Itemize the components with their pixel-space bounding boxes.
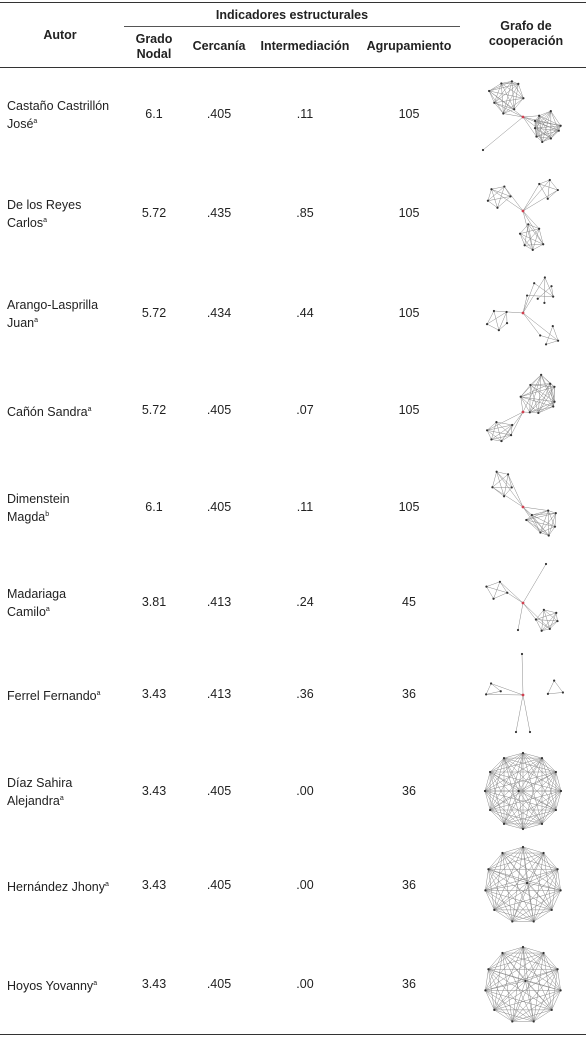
graph-edge — [536, 620, 558, 622]
graph-node — [517, 83, 519, 85]
graph-node — [547, 693, 549, 695]
author-name: Arango-Lasprilla Juan$^a$ — [7, 298, 99, 330]
graph-node — [510, 434, 512, 436]
graph-edge — [491, 189, 497, 208]
graph-node — [553, 401, 555, 403]
graph-edge — [522, 654, 523, 695]
graph-edge — [494, 990, 560, 1009]
cell-grado: 3.81 — [141, 595, 167, 609]
cell-intermediacion: .44 — [296, 306, 314, 320]
cooperation-graph — [478, 650, 568, 740]
graph-edge — [523, 190, 558, 211]
graph-node — [490, 188, 492, 190]
graph-node — [551, 909, 553, 911]
cell-agrupamiento: 105 — [398, 107, 420, 121]
graph-node — [556, 868, 558, 870]
graph-edge — [523, 375, 541, 412]
graph-node — [525, 519, 527, 521]
cell-grado: 5.72 — [141, 403, 167, 417]
graph-node — [556, 968, 558, 970]
graph-edge — [494, 853, 543, 910]
graph-node — [484, 989, 486, 991]
cell-intermediacion: .00 — [296, 977, 314, 991]
graph-edge — [530, 385, 531, 412]
graph-node — [541, 757, 543, 759]
col-header-intermediacion: Intermediación — [260, 39, 350, 53]
graph-node — [519, 233, 521, 235]
graph-edge — [483, 117, 523, 150]
graph-node — [550, 137, 552, 139]
graph-edge — [527, 869, 558, 883]
graph-node — [534, 120, 536, 122]
col-header-grafo: Grafo de cooperación — [488, 19, 564, 48]
graph-node — [541, 630, 543, 632]
graph-node — [533, 1020, 535, 1022]
header-bottom-rule — [0, 67, 586, 68]
graph-edge — [486, 582, 499, 587]
graph-node — [547, 198, 549, 200]
graph-edge — [523, 117, 536, 137]
graph-edge — [487, 412, 523, 430]
graph-node — [515, 731, 517, 733]
graph-node — [501, 952, 503, 954]
graph-node — [550, 110, 552, 112]
cooperation-graph — [478, 558, 568, 648]
graph-edge — [518, 84, 523, 98]
graph-edge — [494, 311, 499, 330]
author-name: Cañón Sandra$^a$ — [7, 405, 92, 419]
cell-cercania: .435 — [206, 206, 232, 220]
graph-node — [499, 581, 501, 583]
graph-edge — [548, 511, 549, 536]
graph-node — [513, 108, 515, 110]
graph-node — [533, 282, 535, 284]
graph-node — [522, 97, 524, 99]
graph-node — [524, 980, 526, 982]
graph-node — [557, 189, 559, 191]
graph-edge — [523, 695, 530, 732]
cooperation-graph — [478, 462, 568, 552]
graph-node — [543, 609, 545, 611]
graph-node — [562, 691, 564, 693]
graph-edge — [523, 603, 536, 620]
graph-node — [506, 592, 508, 594]
graph-edge — [494, 311, 523, 313]
graph-node — [501, 852, 503, 854]
cell-agrupamiento: 105 — [398, 306, 420, 320]
graph-node — [518, 790, 520, 792]
graph-edge — [525, 244, 544, 245]
graph-node — [543, 302, 545, 304]
graph-node — [496, 207, 498, 209]
graph-node — [524, 244, 526, 246]
cell-cercania: .405 — [206, 500, 232, 514]
cell-grado: 3.43 — [141, 878, 167, 892]
graph-node — [489, 771, 491, 773]
graph-node — [507, 473, 509, 475]
graph-node — [487, 200, 489, 202]
graph-node — [485, 586, 487, 588]
graph-edge — [500, 582, 523, 603]
affiliation-superscript: a — [33, 118, 38, 125]
graph-node — [493, 1009, 495, 1011]
cell-cercania: .405 — [206, 784, 232, 798]
cell-intermediacion: .24 — [296, 595, 314, 609]
graph-node — [533, 920, 535, 922]
graph-edge — [539, 111, 551, 116]
cell-agrupamiento: 36 — [402, 977, 416, 991]
graph-edge — [496, 422, 511, 435]
graph-node — [503, 757, 505, 759]
graph-edge — [523, 283, 534, 313]
graph-edge — [504, 187, 523, 211]
cell-agrupamiento: 36 — [402, 784, 416, 798]
graph-node — [542, 952, 544, 954]
graph-node — [517, 629, 519, 631]
graph-edge — [523, 507, 548, 511]
author-name: Hoyos Yovanny$^a$ — [7, 979, 98, 993]
graph-edge — [491, 684, 501, 692]
cell-agrupamiento: 36 — [402, 878, 416, 892]
graph-edge — [504, 474, 508, 496]
author-name: De los Reyes Carlos$^a$ — [7, 198, 82, 230]
cell-cercania: .434 — [206, 306, 232, 320]
cell-grado: 3.43 — [141, 977, 167, 991]
affiliation-superscript: a — [59, 795, 64, 802]
graph-edge — [554, 681, 563, 693]
graph-edge — [548, 190, 558, 199]
graph-node — [560, 125, 562, 127]
affiliation-superscript: a — [104, 881, 109, 888]
graph-edge — [491, 684, 523, 695]
cell-intermediacion: .85 — [296, 206, 314, 220]
graph-node — [539, 334, 541, 336]
graph-edge — [551, 126, 561, 139]
cell-grado: 6.1 — [145, 500, 163, 514]
cell-grado: 5.72 — [141, 306, 167, 320]
graph-center-node — [522, 210, 525, 213]
graph-node — [531, 514, 533, 516]
graph-node — [490, 682, 492, 684]
graph-node — [552, 325, 554, 327]
graph-edge — [507, 593, 523, 603]
cell-cercania: .405 — [206, 878, 232, 892]
graph-edge — [503, 81, 512, 113]
graph-node — [556, 620, 558, 622]
graph-node — [549, 628, 551, 630]
graph-node — [538, 228, 540, 230]
cooperation-graph — [478, 746, 568, 836]
graph-node — [549, 179, 551, 181]
graph-node — [529, 411, 531, 413]
cell-grado: 6.1 — [145, 107, 163, 121]
graph-edge — [486, 691, 501, 694]
graph-node — [487, 968, 489, 970]
graph-edge — [485, 990, 551, 1009]
graph-edge — [546, 341, 558, 345]
graph-edge — [486, 694, 523, 695]
graph-node — [486, 323, 488, 325]
graph-center-node — [522, 506, 525, 509]
author-name: Hernández Jhony$^a$ — [7, 880, 109, 894]
affiliation-superscript: a — [45, 606, 50, 613]
cell-intermediacion: .11 — [296, 500, 314, 514]
graph-edge — [485, 890, 551, 909]
graph-edge — [523, 116, 539, 117]
graph-node — [493, 102, 495, 104]
col-header-agrupamiento: Agrupamiento — [366, 39, 452, 53]
graph-node — [560, 889, 562, 891]
graph-edge — [502, 847, 523, 853]
graph-node — [538, 115, 540, 117]
graph-edge — [488, 969, 525, 981]
cell-intermediacion: .36 — [296, 687, 314, 701]
author-name: Dimenstein Magda$^b$ — [7, 492, 70, 524]
graph-node — [555, 612, 557, 614]
graph-node — [484, 889, 486, 891]
graph-edge — [488, 201, 498, 208]
graph-node — [502, 112, 504, 114]
graph-node — [555, 512, 557, 514]
author-name: Ferrel Fernando$^a$ — [7, 689, 101, 703]
graph-node — [548, 534, 550, 536]
affiliation-superscript: a — [34, 317, 39, 324]
graph-node — [553, 680, 555, 682]
cell-intermediacion: .00 — [296, 784, 314, 798]
graph-node — [545, 563, 547, 565]
graph-node — [511, 920, 513, 922]
graph-node — [490, 438, 492, 440]
table-bottom-rule — [0, 1034, 586, 1035]
graph-edge — [489, 83, 501, 91]
graph-node — [555, 809, 557, 811]
graph-node — [526, 882, 528, 884]
author-name: Castaño Castrillón José$^a$ — [7, 99, 110, 131]
graph-node — [500, 690, 502, 692]
group-header-rule — [124, 26, 460, 27]
graph-node — [493, 310, 495, 312]
graph-edge — [486, 684, 491, 695]
graph-edge — [487, 324, 499, 330]
graph-node — [500, 440, 502, 442]
graph-edge — [491, 189, 523, 211]
cooperation-graph — [478, 72, 568, 162]
graph-edge — [490, 772, 523, 829]
graph-center-node — [522, 602, 525, 605]
graph-node — [542, 243, 544, 245]
cell-intermediacion: .00 — [296, 878, 314, 892]
graph-node — [542, 852, 544, 854]
author-name: Díaz Sahira Alejandra$^a$ — [7, 776, 73, 808]
graph-node — [560, 790, 562, 792]
graph-node — [522, 828, 524, 830]
graph-edge — [525, 953, 543, 981]
graph-node — [521, 653, 523, 655]
graph-node — [520, 396, 522, 398]
graph-node — [509, 195, 511, 197]
cell-agrupamiento: 105 — [398, 206, 420, 220]
graph-edge — [502, 853, 551, 910]
graph-node — [506, 322, 508, 324]
graph-edge — [502, 947, 523, 953]
graph-node — [522, 752, 524, 754]
graph-node — [534, 127, 536, 129]
graph-node — [553, 386, 555, 388]
affiliation-superscript: a — [87, 406, 92, 413]
graph-edge — [523, 211, 543, 244]
affiliation-superscript: a — [43, 217, 48, 224]
graph-node — [505, 311, 507, 313]
graph-edge — [494, 890, 560, 909]
col-header-cercania: Cercanía — [192, 39, 246, 53]
graph-node — [537, 412, 539, 414]
graph-node — [511, 80, 513, 82]
graph-node — [503, 823, 505, 825]
graph-node — [539, 531, 541, 533]
graph-node — [537, 298, 539, 300]
cooperation-graph — [478, 166, 568, 256]
graph-node — [558, 130, 560, 132]
graph-node — [485, 693, 487, 695]
graph-node — [552, 405, 554, 407]
cell-agrupamiento: 105 — [398, 500, 420, 514]
cell-cercania: .413 — [206, 687, 232, 701]
graph-node — [511, 1020, 513, 1022]
cell-grado: 5.72 — [141, 206, 167, 220]
cell-agrupamiento: 105 — [398, 403, 420, 417]
graph-node — [544, 276, 546, 278]
graph-node — [560, 989, 562, 991]
cell-cercania: .405 — [206, 977, 232, 991]
author-name: Madariaga Camilo$^a$ — [7, 587, 67, 619]
graph-edge — [497, 472, 523, 507]
graph-node — [545, 343, 547, 345]
graph-node — [547, 509, 549, 511]
graph-node — [489, 809, 491, 811]
graph-node — [527, 223, 529, 225]
cooperation-graph — [478, 940, 568, 1030]
graph-node — [493, 909, 495, 911]
graph-node — [492, 598, 494, 600]
graph-node — [538, 183, 540, 185]
graph-node — [486, 429, 488, 431]
graph-node — [482, 149, 484, 151]
graph-node — [532, 249, 534, 251]
graph-node — [487, 868, 489, 870]
graph-edge — [546, 326, 553, 344]
graph-node — [549, 383, 551, 385]
graph-edge — [492, 472, 496, 487]
cell-intermediacion: .07 — [296, 403, 314, 417]
graph-node — [522, 846, 524, 848]
graph-edge — [530, 412, 539, 413]
col-header-autor: Autor — [43, 28, 77, 42]
graph-node — [503, 495, 505, 497]
cell-cercania: .405 — [206, 403, 232, 417]
cell-agrupamiento: 45 — [402, 595, 416, 609]
graph-edge — [556, 613, 557, 621]
graph-node — [500, 82, 502, 84]
cell-intermediacion: .11 — [296, 107, 314, 121]
table-top-rule — [0, 2, 586, 3]
graph-node — [551, 1009, 553, 1011]
cooperation-graph — [478, 840, 568, 930]
graph-node — [540, 374, 542, 376]
graph-center-node — [522, 411, 525, 414]
graph-node — [529, 384, 531, 386]
graph-node — [511, 486, 513, 488]
graph-node — [511, 424, 513, 426]
graph-edge — [523, 947, 544, 953]
graph-node — [495, 421, 497, 423]
graph-edge — [523, 847, 544, 853]
group-header-title: Indicadores estructurales — [215, 8, 369, 22]
affiliation-superscript: a — [96, 690, 101, 697]
graph-node — [535, 135, 537, 137]
graph-center-node — [522, 116, 525, 119]
affiliation-superscript: b — [45, 511, 50, 518]
graph-edge — [511, 412, 523, 435]
cell-agrupamiento: 36 — [402, 687, 416, 701]
graph-node — [503, 185, 505, 187]
graph-edge — [548, 692, 563, 693]
graph-node — [550, 285, 552, 287]
graph-edge — [526, 511, 548, 520]
cell-grado: 3.43 — [141, 784, 167, 798]
graph-center-node — [522, 694, 525, 697]
graph-node — [522, 946, 524, 948]
graph-edge — [548, 681, 554, 694]
graph-node — [496, 471, 498, 473]
graph-edge — [523, 564, 546, 603]
graph-center-node — [522, 312, 525, 315]
graph-node — [529, 731, 531, 733]
graph-edge — [523, 184, 539, 211]
cell-cercania: .405 — [206, 107, 232, 121]
graph-edge — [527, 883, 534, 921]
graph-node — [554, 526, 556, 528]
graph-node — [491, 486, 493, 488]
graph-edge — [518, 603, 523, 630]
affiliation-superscript: a — [93, 980, 98, 987]
graph-node — [488, 90, 490, 92]
graph-node — [541, 141, 543, 143]
graph-node — [552, 295, 554, 297]
cell-cercania: .413 — [206, 595, 232, 609]
graph-edge — [504, 758, 561, 791]
graph-node — [484, 790, 486, 792]
graph-node — [526, 294, 528, 296]
cell-grado: 3.43 — [141, 687, 167, 701]
graph-node — [557, 340, 559, 342]
graph-node — [541, 823, 543, 825]
graph-edge — [502, 953, 551, 1010]
graph-node — [555, 771, 557, 773]
cooperation-graph — [478, 367, 568, 457]
graph-edge — [499, 312, 507, 330]
graph-edge — [523, 947, 525, 981]
col-header-grado: Grado Nodal — [135, 32, 173, 61]
graph-node — [535, 618, 537, 620]
cooperation-graph — [478, 268, 568, 358]
graph-node — [498, 329, 500, 331]
graph-edge — [516, 695, 523, 732]
